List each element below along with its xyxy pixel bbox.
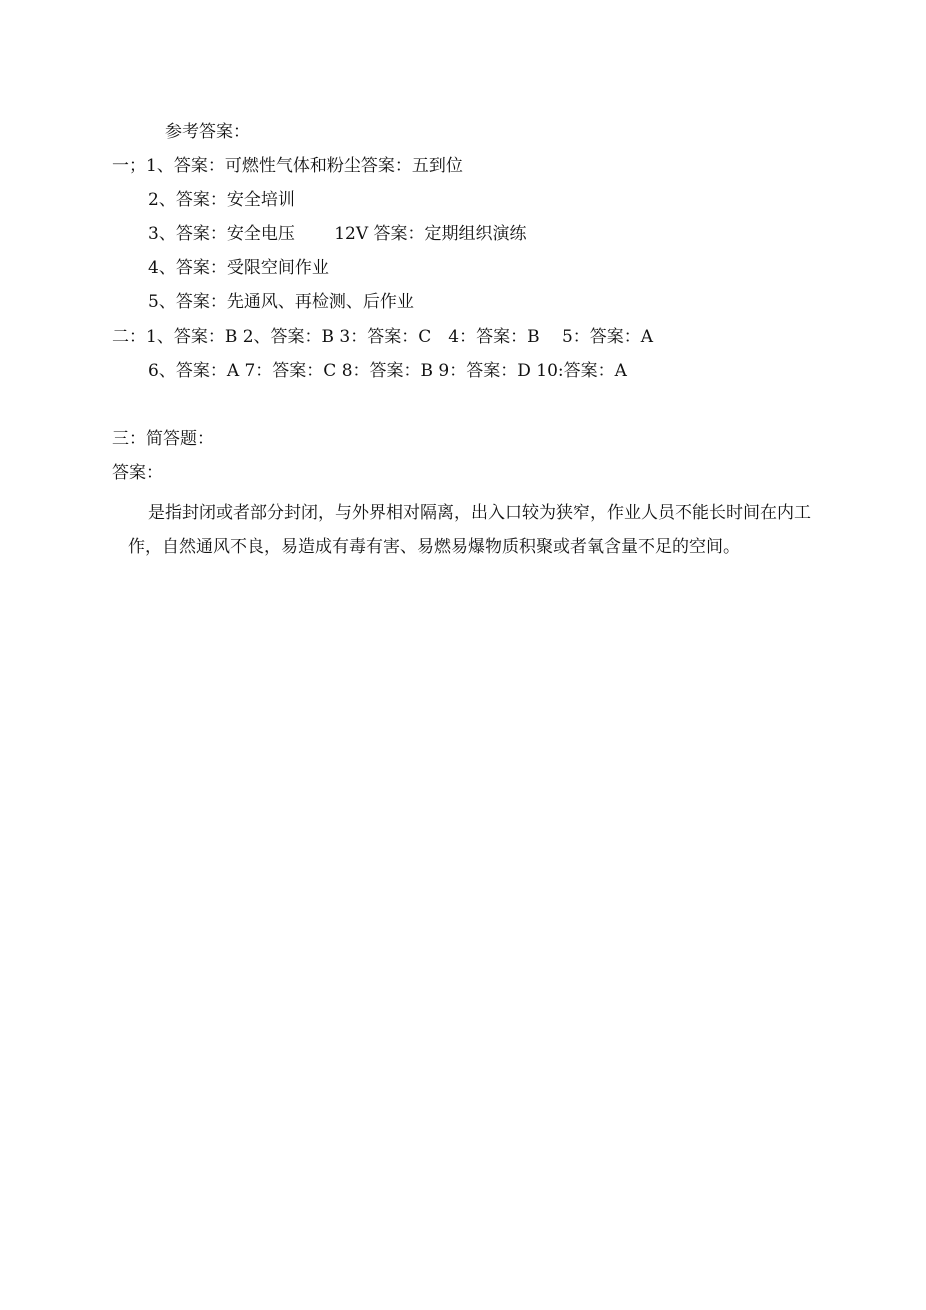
section1-line-2: 2、答案：安全培训 [148, 190, 295, 210]
section1-line-4: 4、答案：受限空间作业 [148, 258, 329, 278]
section1-line-5: 5、答案：先通风、再检测、后作业 [148, 292, 414, 312]
section3-answer-label: 答案： [112, 463, 163, 483]
answer-key-heading: 参考答案： [165, 122, 250, 142]
section3-answer-text: 是指封闭或者部分封闭，与外界相对隔离，出入口较为狭窄，作业人员不能长时间在内工作，自然通风不良，易造成有毒有害、易燃易爆物质积聚或者氧含量不足的空间。 [128, 503, 811, 557]
section1-line-3: 3、答案：安全电压 12V 答案：定期组织演练 [148, 224, 527, 244]
section3-title: 三：简答题： [112, 429, 214, 449]
section2-line-1: 二：1、答案：B 2、答案：B 3：答案：C 4：答案：B 5：答案：A [112, 327, 654, 347]
section1-line-1: 一；1、答案：可燃性气体和粉尘答案：五到位 [112, 156, 463, 176]
section2-line-2: 6、答案：A 7：答案：C 8：答案：B 9：答案：D 10:答案：A [148, 361, 627, 381]
